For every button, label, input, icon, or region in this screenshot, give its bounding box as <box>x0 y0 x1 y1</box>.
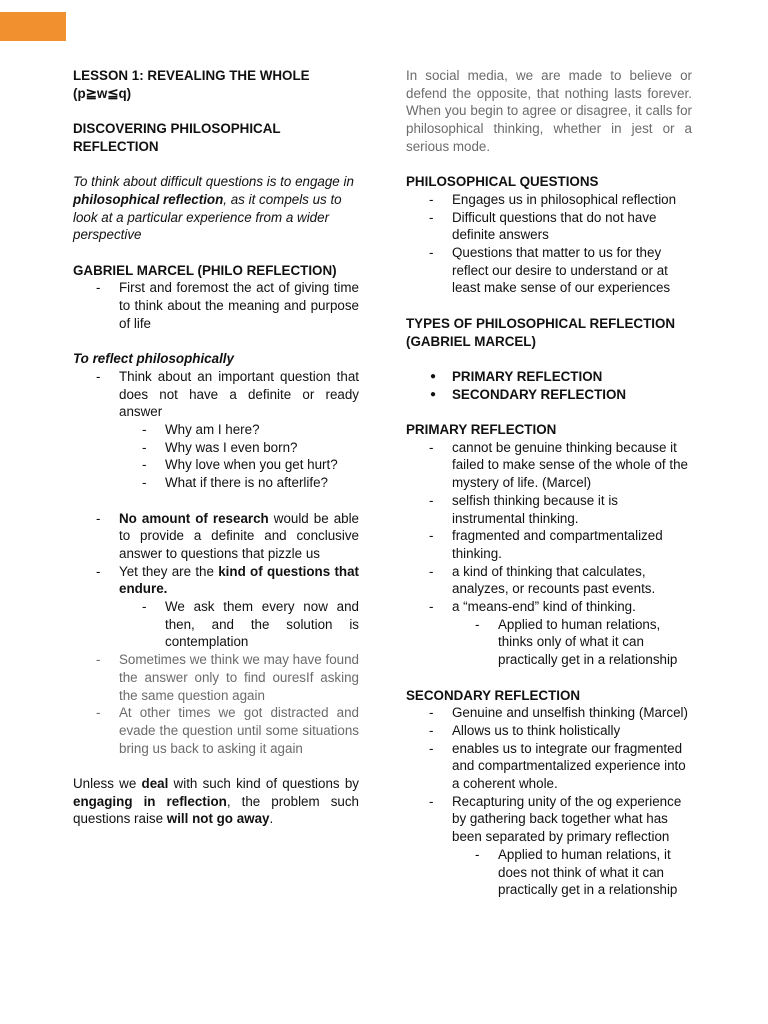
primary-list <box>406 439 692 669</box>
lesson-title: LESSON 1: REVEALING THE WHOLE <box>73 68 310 83</box>
marcel-heading: GABRIEL MARCEL (PHILO REFLECTION) <box>73 262 337 278</box>
primary-heading: PRIMARY REFLECTION <box>406 422 557 437</box>
list-item: - cannot be genuine thinking because it failed to make sense of the whole of the mystery of life. (Marcel) <box>406 439 692 492</box>
endure-sublist <box>119 598 359 651</box>
list-item: - First and foremost the act of giving time to think about the meaning and purpose of life <box>73 279 359 332</box>
left-column <box>73 67 359 828</box>
list-item: - Sometimes we think we may have found the answer only to find ouresIf asking the same question again <box>73 651 359 704</box>
list-item: - Engages us in philosophical reflection <box>406 191 692 209</box>
list-item: - Think about an important question that does not have a definite or ready answer - Why am I here? - Why was I even born? - Why love when you get hurt? - What if there is no afterlife? <box>73 368 359 492</box>
list-item: - Why am I here? <box>119 421 359 439</box>
list-item: - selfish thinking because it is instrumental thinking. <box>406 492 692 527</box>
list-item: - fragmented and compartmentalized thinking. <box>406 527 692 562</box>
list-item: - We ask them every now and then, and the solution is contemplation <box>119 598 359 651</box>
marcel-list <box>73 279 359 332</box>
right-column <box>406 67 692 899</box>
questions-list <box>119 421 359 492</box>
list-item: - Why love when you get hurt? <box>119 456 359 474</box>
list-item: - Questions that matter to us for they reflect our desire to understand or at least make sense of our experiences <box>406 244 692 297</box>
list-item: - Recapturing unity of the og experience by gathering back together what has been separated by primary reflection - Applied to human relations, it does not think of what it can practically get in a relationship <box>406 793 692 899</box>
pq-list <box>406 191 692 297</box>
closing-paragraph: Unless we deal with such kind of questions by engaging in reflection, the problem such questions raise will not go away. <box>73 776 359 827</box>
pq-heading: PHILOSOPHICAL QUESTIONS <box>406 174 599 190</box>
list-item: - a “means-end” kind of thinking. - Applied to human relations, thinks only of what it can practically get in a relationship <box>406 598 692 669</box>
list-item: - Allows us to think holistically <box>406 722 692 740</box>
research-list <box>73 510 359 758</box>
list-item: - Applied to human relations, thinks only of what it can practically get in a relationship <box>452 616 692 669</box>
list-item: - At other times we got distracted and evade the question until some situations bring us back to asking it again <box>73 704 359 757</box>
list-item: - a kind of thinking that calculates, analyzes, or recounts past events. <box>406 563 692 598</box>
list-item: - enables us to integrate our fragmented and compartmentalized experience into a coherent whole. <box>406 740 692 793</box>
section-heading: DISCOVERING PHILOSOPHICAL REFLECTION <box>73 121 281 154</box>
primary-sublist <box>452 616 692 669</box>
list-item: - Applied to human relations, it does not think of what it can practically get in a relationship <box>452 846 692 899</box>
list-item: ● PRIMARY REFLECTION <box>406 368 692 386</box>
secondary-list <box>406 704 692 899</box>
secondary-heading: SECONDARY REFLECTION <box>406 687 581 703</box>
list-item: - Difficult questions that do not have definite answers <box>406 209 692 244</box>
list-item: - What if there is no afterlife? <box>119 474 359 492</box>
reflect-list <box>73 368 359 492</box>
social-media-paragraph: In social media, we are made to believe or defend the opposite, that nothing lasts forever. When you begin to agree or disagree, it calls for philosophical thinking, whether in jest or a serious mode. <box>406 68 692 154</box>
reflect-heading: To reflect philosophically <box>73 351 234 367</box>
lesson-subtitle: (p≧w≦q) <box>73 85 132 101</box>
types-heading: TYPES OF PHILOSOPHICAL REFLECTION (GABRIEL MARCEL) <box>406 315 676 349</box>
intro-paragraph: To think about difficult questions is to engage in philosophical reflection, as it compels us to look at a particular experience from a wider perspective <box>73 174 354 243</box>
types-list <box>406 368 692 403</box>
accent-bar <box>0 12 66 41</box>
list-item: ● SECONDARY REFLECTION <box>406 386 692 404</box>
list-item: - Genuine and unselfish thinking (Marcel) <box>406 704 692 722</box>
list-item: - Why was I even born? <box>119 439 359 457</box>
list-item: - Yet they are the kind of questions that endure. - We ask them every now and then, and the solution is contemplation <box>73 563 359 652</box>
list-item: - No amount of research would be able to provide a definite and conclusive answer to questions that pizzle us <box>73 510 359 563</box>
secondary-sublist <box>452 846 692 899</box>
